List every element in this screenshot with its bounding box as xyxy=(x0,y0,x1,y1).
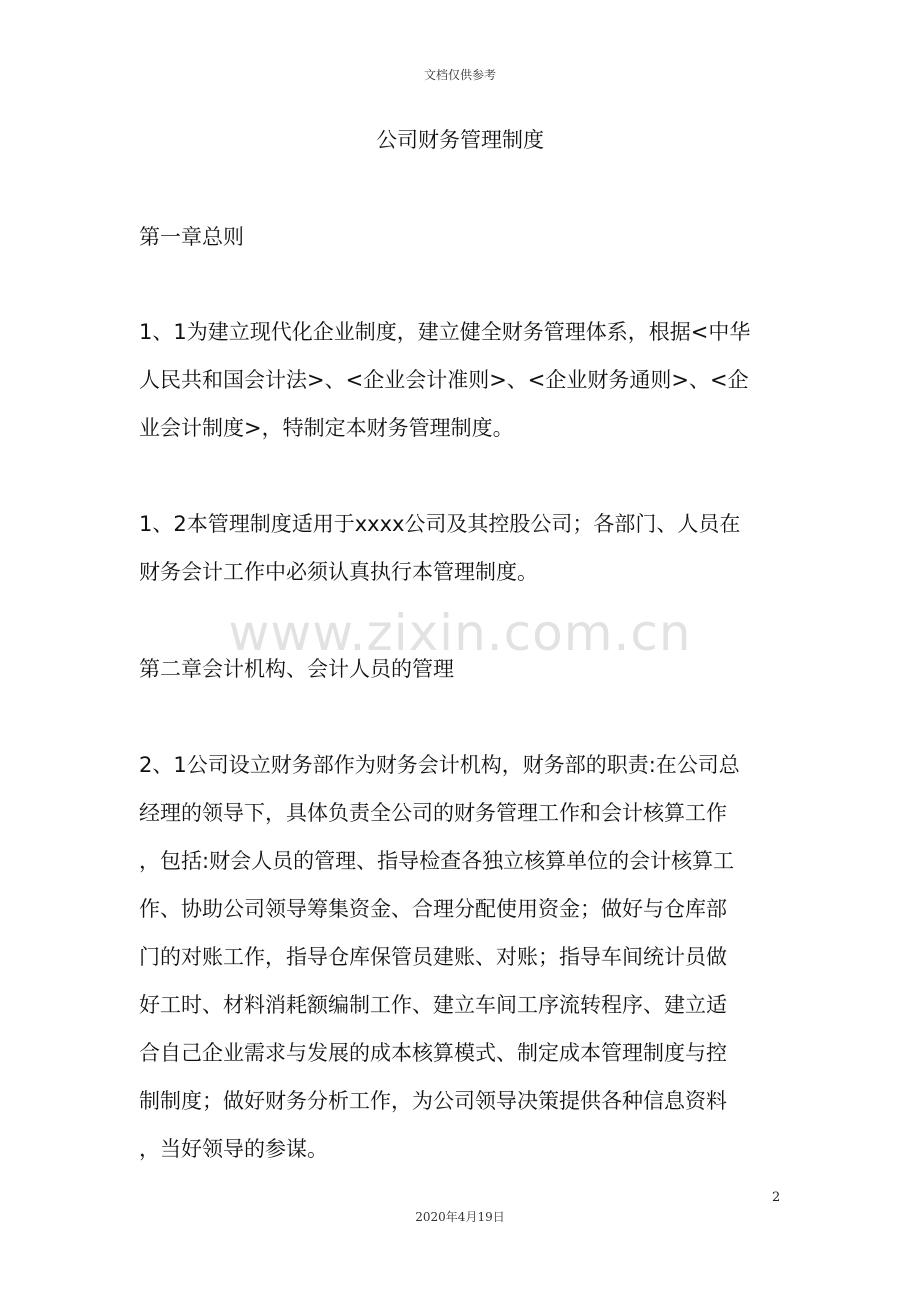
chapter-1-paragraph-2 xyxy=(139,500,789,596)
watermark: www.zixin.com.cn xyxy=(228,604,692,662)
paragraph-line: 制制度；做好财务分析工作，为公司领导决策提供各种信息资料 xyxy=(139,1089,727,1113)
paragraph-line: ，当好领导的参谋。 xyxy=(139,1137,328,1161)
chapter-1-heading: 第一章总则 xyxy=(139,225,244,249)
chapter-2-heading: 第二章会计机构、会计人员的管理 xyxy=(139,657,454,681)
page-number: 2 xyxy=(772,1190,781,1205)
paragraph-line: 1、1为建立现代化企业制度，建立健全财务管理体系，根据<中华 xyxy=(139,320,751,344)
paragraph-line: 好工时、材料消耗额编制工作、建立车间工序流转程序、建立适 xyxy=(139,993,727,1017)
paragraph-line: ，包括:财会人员的管理、指导检查各独立核算单位的会计核算工 xyxy=(139,849,735,873)
footer-date: 2020年4月19日 xyxy=(415,1210,505,1224)
paragraph-line: 作、协助公司领导筹集资金、合理分配使用资金；做好与仓库部 xyxy=(139,897,727,921)
paragraph-line: 2、1公司设立财务部作为财务会计机构，财务部的职责:在公司总 xyxy=(139,753,740,777)
paragraph-line: 人民共和国会计法>、<企业会计准则>、<企业财务通则>、<企 xyxy=(139,368,749,392)
header-note: 文档仅供参考 xyxy=(423,68,496,82)
paragraph-line: 门的对账工作，指导仓库保管员建账、对账；指导车间统计员做 xyxy=(139,945,727,969)
chapter-2-paragraph-1 xyxy=(139,741,789,1173)
paragraph-line: 合自己企业需求与发展的成本核算模式、制定成本管理制度与控 xyxy=(139,1041,727,1065)
chapter-1-paragraph-1 xyxy=(139,308,789,452)
paragraph-line: 业会计制度>，特制定本财务管理制度。 xyxy=(139,416,514,440)
paragraph-line: 财务会计工作中必须认真执行本管理制度。 xyxy=(139,560,538,584)
paragraph-line: 经理的领导下，具体负责全公司的财务管理工作和会计核算工作 xyxy=(139,801,727,825)
document-title: 公司财务管理制度 xyxy=(376,128,544,152)
paragraph-line: 1、2本管理制度适用于xxxx公司及其控股公司；各部门、人员在 xyxy=(139,512,741,536)
